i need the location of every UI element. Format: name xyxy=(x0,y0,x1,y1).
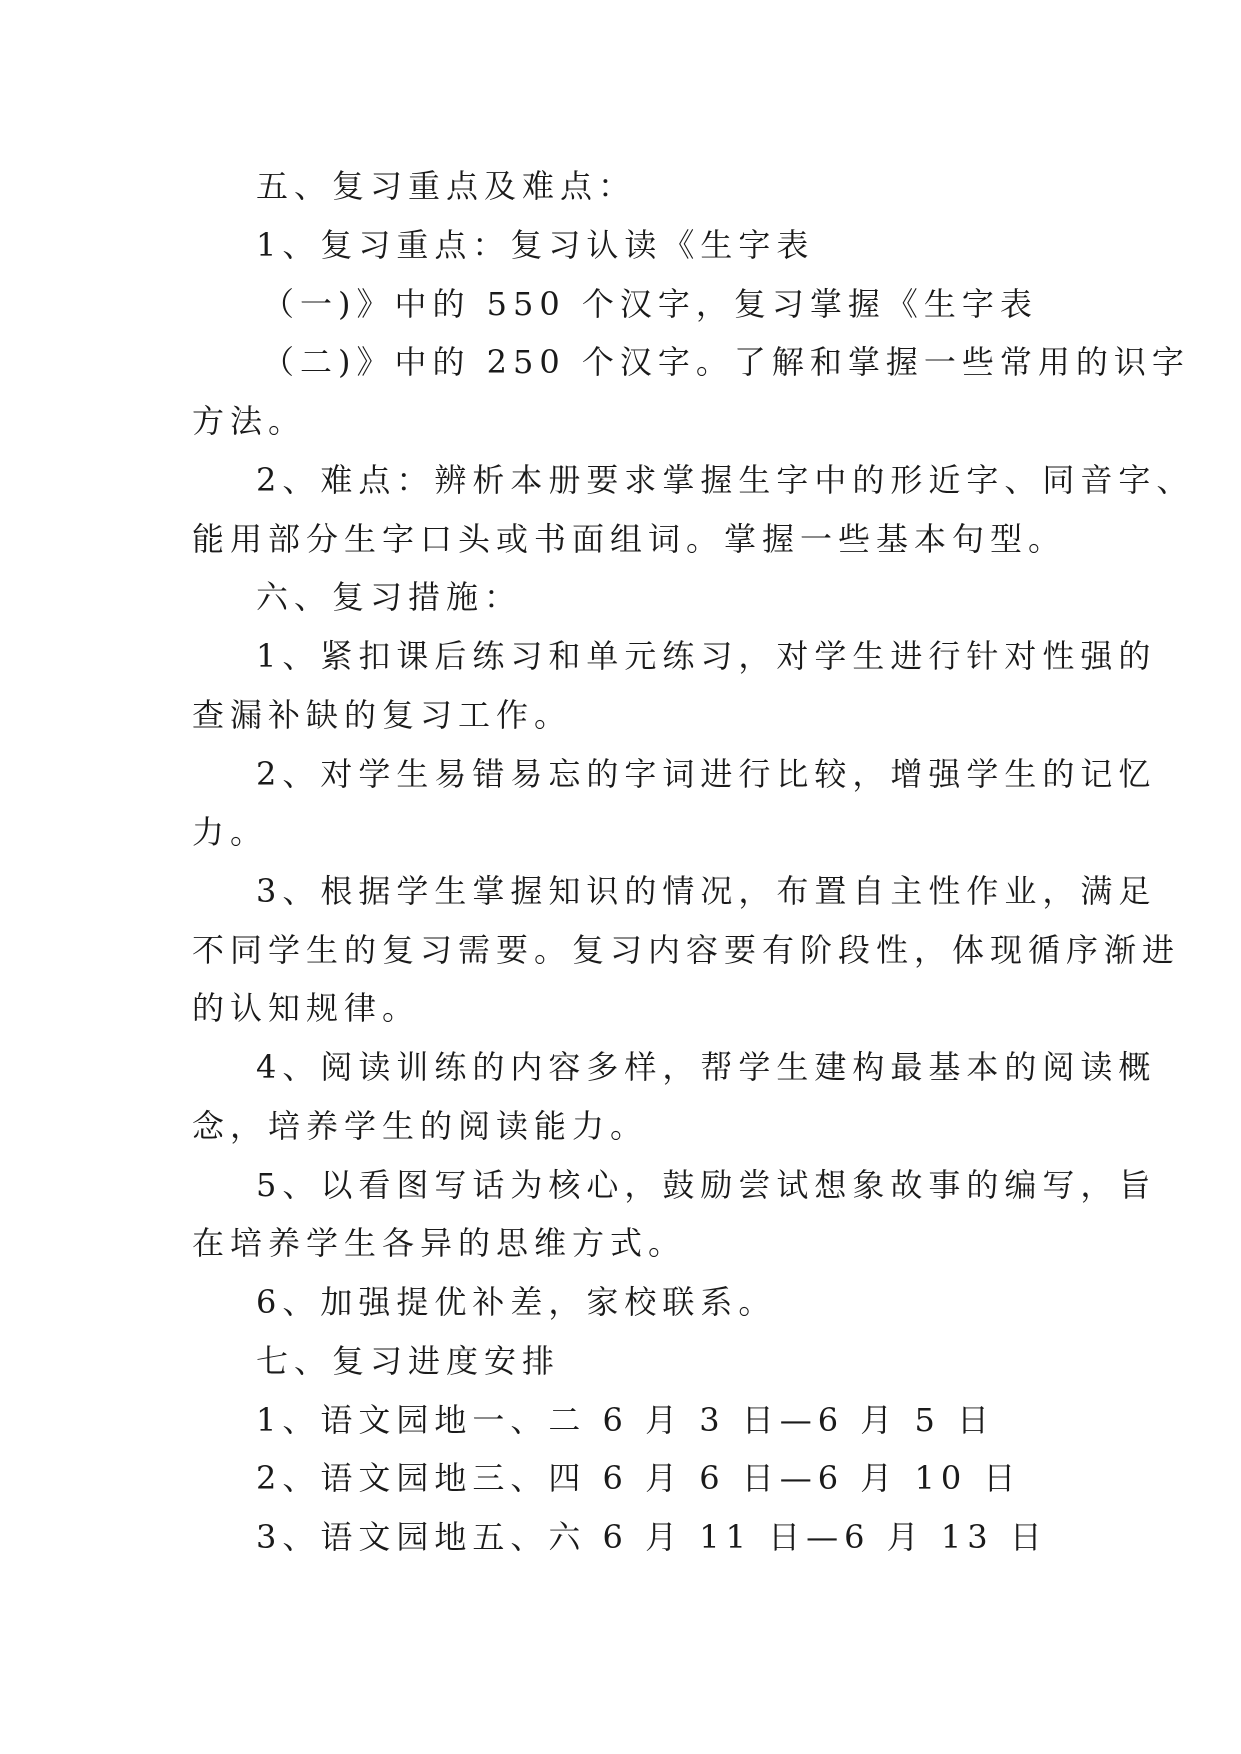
paragraph-line: 5、以看图写话为核心，鼓励尝试想象故事的编写，旨 xyxy=(256,1166,1157,1204)
paragraph-line: 4、阅读训练的内容多样，帮学生建构最基本的阅读概 xyxy=(256,1048,1157,1086)
paragraph-line: （二)》中的 250 个汉字。了解和掌握一些常用的识字 xyxy=(262,343,1190,381)
paragraph-line: （一)》中的 550 个汉字，复习掌握《生字表 xyxy=(262,285,1038,323)
paragraph-line: 3、根据学生掌握知识的情况，布置自主性作业，满足 xyxy=(256,872,1157,910)
paragraph-line: 不同学生的复习需要。复习内容要有阶段性，体现循序渐进 xyxy=(192,931,1181,969)
paragraph-line: 2、对学生易错易忘的字词进行比较，增强学生的记忆 xyxy=(256,755,1157,793)
section-heading-review-measures: 六、复习措施： xyxy=(256,578,523,616)
schedule-item: 1、语文园地一、二 6 月 3 日—6 月 5 日 xyxy=(256,1401,996,1439)
paragraph-line: 方法。 xyxy=(192,402,307,440)
paragraph-line: 查漏补缺的复习工作。 xyxy=(192,696,573,734)
paragraph-line: 1、紧扣课后练习和单元练习，对学生进行针对性强的 xyxy=(256,637,1157,675)
paragraph-line: 念，培养学生的阅读能力。 xyxy=(192,1107,649,1145)
schedule-item: 2、语文园地三、四 6 月 6 日—6 月 10 日 xyxy=(256,1459,1022,1497)
paragraph-line: 能用部分生字口头或书面组词。掌握一些基本句型。 xyxy=(192,520,1067,558)
schedule-item: 3、语文园地五、六 6 月 11 日—6 月 13 日 xyxy=(256,1518,1048,1556)
paragraph-line: 6、加强提优补差，家校联系。 xyxy=(256,1283,777,1321)
paragraph-line: 的认知规律。 xyxy=(192,989,421,1027)
paragraph-line: 1、复习重点：复习认读《生字表 xyxy=(256,226,815,264)
section-heading-schedule: 七、复习进度安排 xyxy=(256,1342,561,1380)
paragraph-line: 在培养学生各异的思维方式。 xyxy=(192,1224,687,1262)
section-heading-review-focus: 五、复习重点及难点： xyxy=(256,167,637,205)
paragraph-line: 2、难点：辨析本册要求掌握生字中的形近字、同音字、 xyxy=(256,461,1195,499)
paragraph-line: 力。 xyxy=(192,813,269,851)
